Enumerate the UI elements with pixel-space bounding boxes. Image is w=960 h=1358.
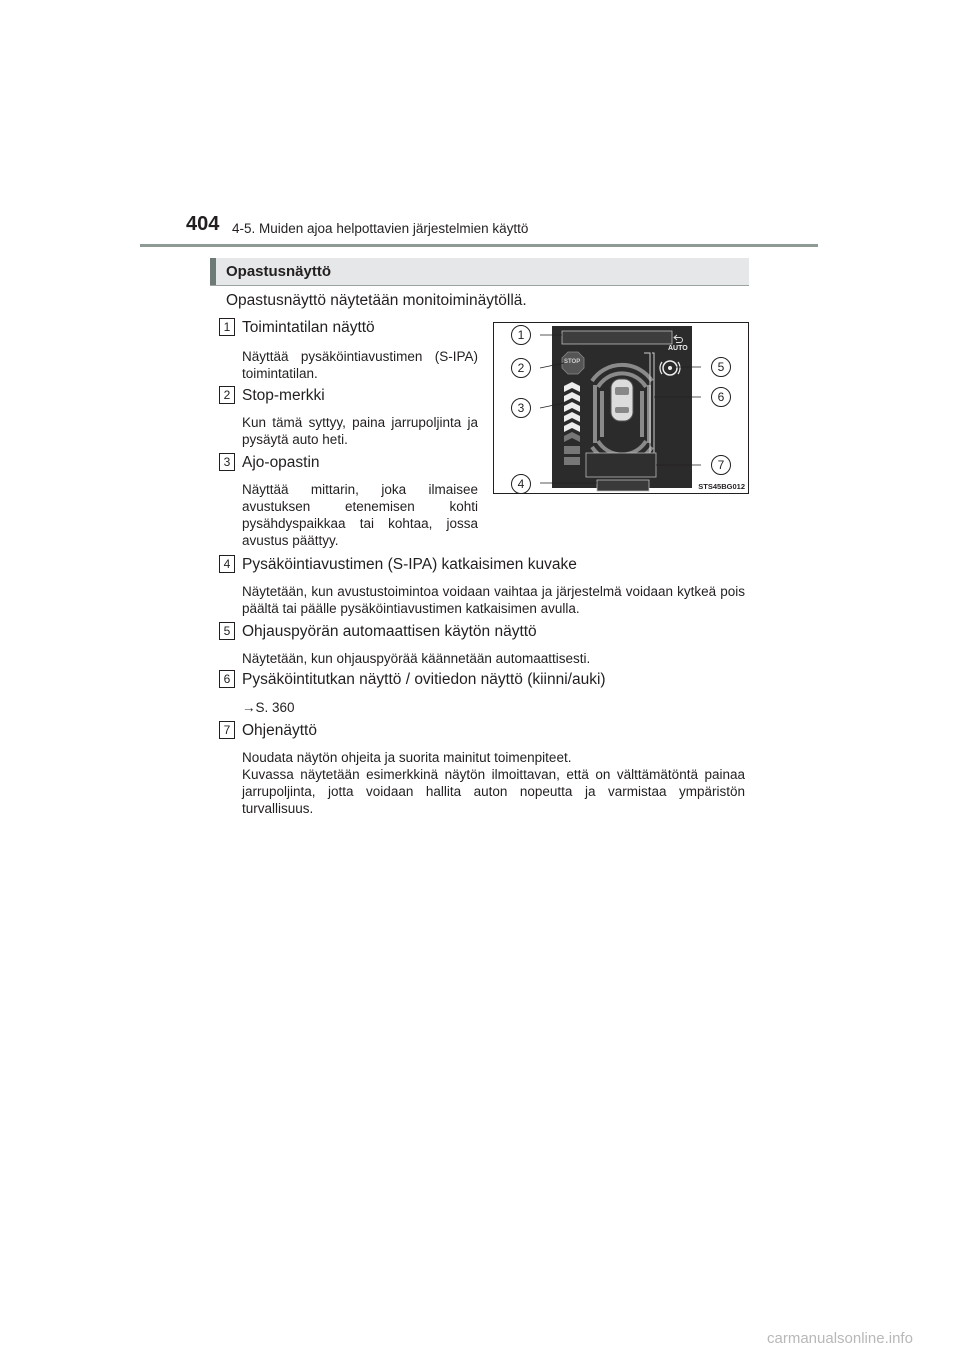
callout-7: 7 bbox=[711, 455, 731, 475]
header-divider bbox=[140, 244, 818, 247]
car-windshield bbox=[615, 387, 629, 395]
item-title-4: Pysäköintiavustimen (S-IPA) katkaisimen kuvake bbox=[242, 556, 577, 573]
item-title-5: Ohjauspyörän automaattisen käytön näyttö bbox=[242, 623, 537, 640]
section-heading-bar bbox=[210, 258, 749, 286]
callout-5: 5 bbox=[711, 357, 731, 377]
watermark: carmanualsonline.info bbox=[767, 1330, 913, 1347]
section-intro: Opastusnäyttö näytetään monitoiminäytöllä. bbox=[226, 292, 527, 309]
item-title-2: Stop-merkki bbox=[242, 387, 325, 404]
item-title-3: Ajo-opastin bbox=[242, 454, 320, 471]
item-desc-7: Noudata näytön ohjeita ja suorita mainitut toimenpiteet. bbox=[242, 750, 572, 765]
car-rear-window bbox=[615, 407, 629, 413]
callout-3: 3 bbox=[511, 398, 531, 418]
item-number-6: 6 bbox=[219, 670, 235, 688]
item-number-7: 7 bbox=[219, 721, 235, 739]
item-desc-5: Näytetään, kun ohjauspyörää käännetään automaattisesti. bbox=[242, 651, 591, 666]
callout-4: 4 bbox=[511, 474, 531, 494]
section-title: Opastusnäyttö bbox=[226, 263, 332, 280]
item-number-2: 2 bbox=[219, 386, 235, 404]
item-title-1: Toimintatilan näyttö bbox=[242, 319, 375, 336]
figure-code: STS45BG012 bbox=[698, 482, 745, 491]
chapter-title: 4-5. Muiden ajoa helpottavien järjestelmien käyttö bbox=[232, 221, 529, 236]
screen-illustration bbox=[494, 323, 748, 493]
callout-6: 6 bbox=[711, 387, 731, 407]
sipa-switch-icon-box bbox=[597, 480, 649, 491]
item-number-5: 5 bbox=[219, 622, 235, 640]
callout-1: 1 bbox=[511, 325, 531, 345]
stop-label: STOP bbox=[564, 359, 581, 365]
section-accent bbox=[210, 258, 216, 285]
callout-2: 2 bbox=[511, 358, 531, 378]
item-desc-1: Näyttää pysäköintiavustimen (S-IPA) toimintatilan. bbox=[242, 349, 478, 381]
item-desc-7-detail: Kuvassa näytetään esimerkkinä näytön ilmoittavan, että on välttämätöntä painaa jarrupoljinta, jotta voidaan hallita auton nopeutta ja varmistaa ympäristön turvallisuus. bbox=[242, 767, 745, 816]
page-reference-link[interactable]: →S. 360 bbox=[242, 700, 295, 715]
item-number-4: 4 bbox=[219, 555, 235, 573]
guide-progress-empty bbox=[564, 432, 580, 465]
item-title-7: Ohjenäyttö bbox=[242, 722, 317, 739]
guidance-message-box bbox=[586, 453, 656, 477]
mode-display-box bbox=[562, 331, 672, 344]
page-number: 404 bbox=[186, 213, 220, 235]
auto-label: AUTO bbox=[668, 345, 688, 352]
item-number-3: 3 bbox=[219, 453, 235, 471]
item-desc-3: Näyttää mittarin, joka ilmaisee avustuksen etenemisen kohti pysähdyspaikkaa tai kohtaa, jossa avustus päättyy. bbox=[242, 482, 478, 548]
item-title-6: Pysäköintitutkan näyttö / ovitiedon näyttö (kiinni/auki) bbox=[242, 671, 606, 688]
item-desc-2: Kun tämä syttyy, paina jarrupoljinta ja pysäytä auto heti. bbox=[242, 415, 478, 447]
item-desc-4: Näytetään, kun avustustoimintoa voidaan vaihtaa ja järjestelmä voidaan kytkeä pois päältä tai päälle pysäköintiavustimen katkaisimen avulla. bbox=[242, 584, 745, 616]
item-number-1: 1 bbox=[219, 318, 235, 336]
car-icon bbox=[611, 379, 633, 421]
